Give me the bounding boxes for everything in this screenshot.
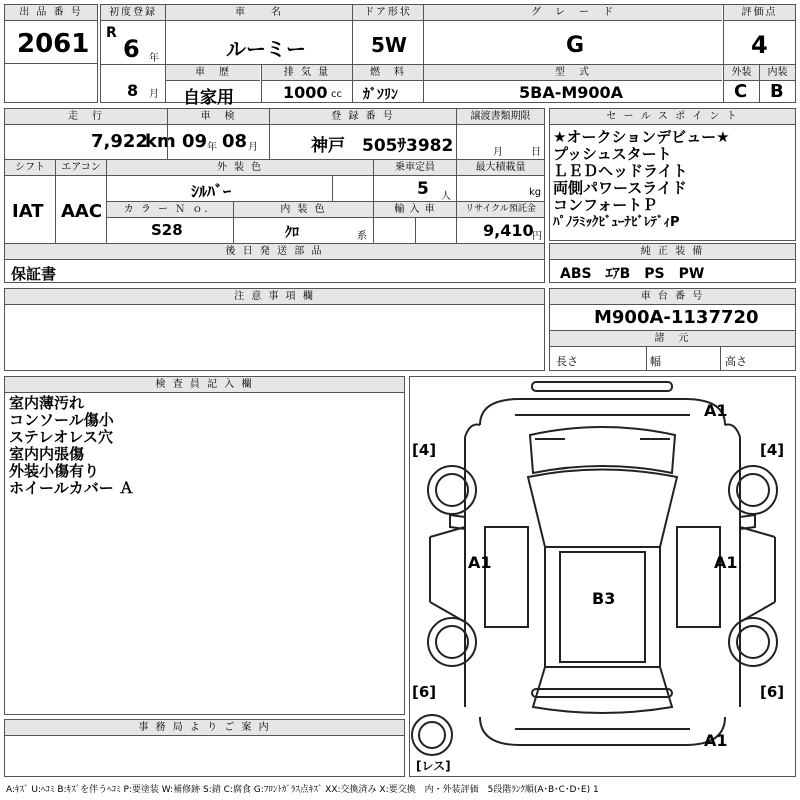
tire-front-left: [4] bbox=[412, 441, 437, 459]
sales-point-box bbox=[549, 108, 796, 241]
inspector-box bbox=[4, 376, 405, 715]
mark-right-a1: A1 bbox=[714, 553, 738, 572]
office-box bbox=[4, 719, 405, 777]
int-color-label: 内 装 色 bbox=[234, 202, 373, 218]
door-label: ドア形状 bbox=[353, 5, 423, 21]
score-value: 4 bbox=[751, 31, 768, 59]
interior-score-value: B bbox=[770, 81, 784, 102]
mark-left-a1: A1 bbox=[468, 553, 492, 572]
mileage-unit: km bbox=[145, 131, 176, 152]
color-no-label: カ ラ ー Ｎ ｏ． bbox=[107, 202, 233, 218]
lot-number-box bbox=[4, 4, 98, 103]
dims-label: 諸 元 bbox=[550, 331, 795, 347]
max-load-label: 最大積載量 bbox=[457, 160, 544, 176]
inspection-label: 車 検 bbox=[168, 109, 269, 125]
office-label: 事 務 局 よ り ご 案 内 bbox=[5, 720, 404, 736]
vehicle-header-box bbox=[100, 4, 796, 108]
aircon-label: エアコン bbox=[56, 160, 106, 176]
displacement-unit: cc bbox=[331, 89, 342, 100]
shift-label: シフト bbox=[5, 160, 55, 176]
inspector-note: コンソール傷小 bbox=[9, 411, 114, 429]
first-reg-month: 8 bbox=[127, 81, 139, 100]
transfer-day: 日 bbox=[531, 147, 541, 158]
grade-label: グ レ ー ド bbox=[424, 5, 722, 21]
genuine-value: ABS ｴｱB PS PW bbox=[560, 266, 705, 282]
inspector-note: 外装小傷有り bbox=[9, 462, 100, 480]
height-label: 高さ bbox=[725, 355, 747, 368]
capacity-unit: 人 bbox=[441, 191, 451, 202]
inspection-month-unit: 月 bbox=[248, 142, 258, 153]
model-value: 5BA-M900A bbox=[519, 83, 624, 102]
mark-front-a1: A1 bbox=[704, 401, 728, 420]
mileage-label: 走 行 bbox=[5, 109, 167, 125]
registration-value: 神戸 505ｻ3982 bbox=[311, 136, 454, 156]
import-label: 輸 入 車 bbox=[374, 202, 456, 218]
car-diagram bbox=[410, 377, 795, 776]
sales-point-label: セ ー ル ス ポ イ ン ト bbox=[550, 109, 795, 125]
notes-box bbox=[4, 288, 545, 371]
lot-number-value: 2061 bbox=[17, 29, 90, 59]
transfer-month: 月 bbox=[493, 147, 503, 158]
capacity-label: 乗車定員 bbox=[374, 160, 456, 176]
car-name-value: ルーミー bbox=[226, 37, 306, 61]
later-parts-value: 保証書 bbox=[11, 265, 57, 283]
tire-front-right: [4] bbox=[760, 441, 785, 459]
fuel-label: 燃 料 bbox=[353, 65, 423, 81]
spare-tire-label: [レス] bbox=[416, 759, 451, 773]
score-label: 評価点 bbox=[724, 5, 795, 21]
exterior-score-label: 外装 bbox=[724, 65, 759, 81]
sales-point-item: ﾊﾟﾉﾗﾐｯｸﾋﾞｭｰﾅﾋﾞﾚﾃﾞｨP bbox=[553, 215, 680, 230]
history-label: 車 歴 bbox=[166, 65, 260, 81]
inspector-note: ステレオレス穴 bbox=[9, 428, 113, 446]
first-reg-year-unit: 年 bbox=[149, 53, 159, 64]
chassis-label: 車 台 番 号 bbox=[550, 289, 795, 305]
car-name-label: 車 名 bbox=[166, 5, 352, 21]
car-diagram-box bbox=[409, 376, 796, 777]
width-label: 幅 bbox=[650, 355, 661, 368]
era-value: R bbox=[106, 25, 117, 41]
exterior-score-value: C bbox=[734, 81, 748, 102]
sales-point-item: コンフォートＰ bbox=[553, 196, 658, 214]
sales-point-item: ★オークションデビュー★ bbox=[553, 128, 730, 146]
tire-rear-right: [6] bbox=[760, 683, 785, 701]
aircon-value: AAC bbox=[61, 201, 103, 222]
chassis-value: M900A-1137720 bbox=[594, 307, 759, 328]
sales-point-item: ＬＥＤヘッドライト bbox=[553, 162, 688, 180]
inspection-year: 09 bbox=[182, 131, 208, 152]
notes-label: 注 意 事 項 欄 bbox=[5, 289, 544, 305]
ext-color-value: ｼﾙﾊﾞｰ bbox=[191, 182, 232, 201]
tire-rear-left: [6] bbox=[412, 683, 437, 701]
sales-point-list bbox=[553, 129, 730, 231]
mileage-value: 7,922 bbox=[91, 131, 148, 152]
grade-value: G bbox=[566, 33, 585, 58]
first-registration-label: 初度登録 bbox=[101, 5, 165, 21]
inspector-note: ホイールカバー Ａ bbox=[9, 479, 134, 497]
capacity-value: 5 bbox=[417, 179, 429, 199]
inspector-notes-list bbox=[9, 395, 134, 497]
inspector-note: 室内薄汚れ bbox=[9, 394, 85, 412]
fuel-value: ｶﾞｿﾘﾝ bbox=[363, 87, 398, 103]
interior-score-label: 内装 bbox=[760, 65, 795, 81]
legend: A:ｷｽﾞ U:ﾍｺﾐ B:ｷｽﾞを伴うﾍｺﾐ P:要塗装 W:補修跡 S:錆 C:腐食 G:ﾌﾛﾝﾄｶﾞﾗｽ点ｷｽﾞ XX:交換済み X:要交換 内・外装評価 5段階ﾗﾝｸ順(A･B･C･D･E) 1 bbox=[6, 785, 599, 795]
genuine-equipment-box bbox=[549, 243, 796, 283]
sales-point-item: プッシュスタート bbox=[553, 145, 672, 163]
sales-point-item: 両側パワースライド bbox=[553, 179, 687, 197]
recycle-value: 9,410 bbox=[483, 221, 534, 240]
later-parts-label: 後 日 発 送 部 品 bbox=[5, 244, 544, 260]
displacement-value: 1000 bbox=[283, 83, 328, 102]
chassis-box bbox=[549, 288, 796, 371]
inspector-note: 室内内張傷 bbox=[9, 445, 85, 463]
mark-roof-b3: B3 bbox=[592, 589, 616, 608]
color-no-value: S28 bbox=[151, 221, 183, 239]
door-value: 5W bbox=[371, 33, 407, 57]
inspector-label: 検 査 員 記 入 欄 bbox=[5, 377, 404, 393]
max-load-unit: kg bbox=[529, 187, 542, 198]
int-color-value: ｸﾛ bbox=[285, 225, 299, 241]
mark-rear-a1: A1 bbox=[704, 731, 728, 750]
displacement-label: 排 気 量 bbox=[262, 65, 352, 81]
inspection-year-unit: 年 bbox=[207, 142, 217, 153]
int-color-unit: 系 bbox=[357, 231, 367, 242]
shift-value: IAT bbox=[12, 201, 44, 222]
vehicle-detail-box bbox=[4, 108, 545, 283]
lot-number-label: 出 品 番 号 bbox=[5, 5, 97, 21]
model-label: 型 式 bbox=[424, 65, 722, 81]
first-reg-year: 6 bbox=[123, 35, 140, 63]
registration-label: 登 録 番 号 bbox=[270, 109, 456, 125]
recycle-unit: 円 bbox=[532, 231, 542, 242]
genuine-label: 純 正 装 備 bbox=[550, 244, 795, 260]
history-value: 自家用 bbox=[183, 88, 234, 108]
inspection-month: 08 bbox=[222, 131, 248, 152]
length-label: 長さ bbox=[556, 355, 578, 368]
recycle-label: リサイクル預託金 bbox=[457, 202, 544, 218]
transfer-label: 譲渡書類期限 bbox=[457, 109, 544, 125]
first-reg-month-unit: 月 bbox=[149, 89, 159, 100]
ext-color-label: 外 装 色 bbox=[107, 160, 373, 176]
